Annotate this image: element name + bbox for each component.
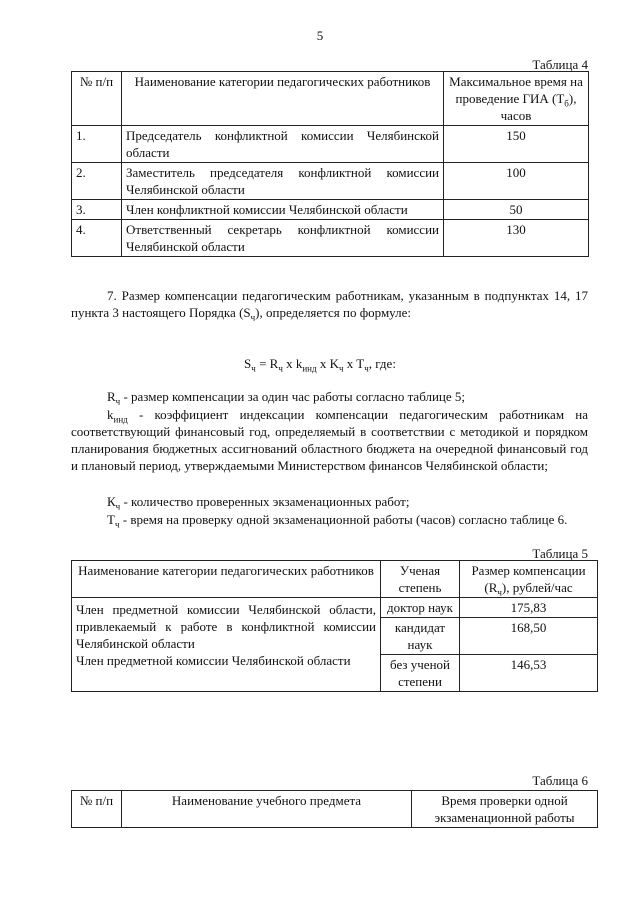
table5-header-degree: Ученая степень <box>381 561 460 598</box>
row-name: Член конфликтной комиссии Челябинской области <box>122 200 444 220</box>
table4-header <box>72 72 589 126</box>
definition-k: $k_{инд}$ - коэффициент индексации компенсации педагогическим работникам на соответствующий финансовый год, определяемый в соответствии с методикой и порядком планирования бюджетных ассигнований областного бюджета на очередной финансовый год и плановый период, утверждаемыми Министерством финансов Челябинской области; <box>71 407 588 473</box>
table6-header-num: № п/п <box>72 791 122 828</box>
row-degree: кандидат наук <box>381 618 460 655</box>
formula: $S_ч = R_ч$ x $k_{инд}$ x $K_ч$ x $T_ч$, где: <box>244 356 396 374</box>
paragraph-7: 7. Размер компенсации педагогическим работникам, указанным в подпунктах 14, 17 пункта 3 настоящего Порядка $(S_ч)$, определяется по формуле: <box>71 288 588 323</box>
table4-header-name: Наименование категории педагогических работников <box>122 72 444 126</box>
row-degree: без ученой степени <box>381 655 460 692</box>
row-num: 4. <box>72 220 122 257</box>
table4-header-num: № п/п <box>72 72 122 126</box>
table5-header <box>72 561 598 598</box>
table6-header-subject: Наименование учебного предмета <box>122 791 412 828</box>
table-row <box>72 126 589 163</box>
definition-r: $R_ч$ - размер компенсации за один час работы согласно таблице 5; <box>107 389 466 407</box>
table6-header-time: Время проверки одной экзаменационной работы <box>412 791 598 828</box>
table5-category: Член предметной комиссии Челябинской области, привлекаемый к работе в конфликтной комиссии Челябинской области Член предметной комиссии Челябинской области <box>72 598 381 692</box>
row-rate: 146,53 <box>460 655 598 692</box>
table-row <box>72 598 598 618</box>
row-hours: 100 <box>444 163 589 200</box>
row-num: 2. <box>72 163 122 200</box>
row-rate: 175,83 <box>460 598 598 618</box>
definition-t: $Т_ч$ - время на проверку одной экзаменационной работы (часов) согласно таблице 6. <box>107 512 568 530</box>
row-rate: 168,50 <box>460 618 598 655</box>
row-name: Ответственный секретарь конфликтной комиссии Челябинской области <box>122 220 444 257</box>
table6-caption: Таблица 6 <box>532 773 588 788</box>
row-name: Председатель конфликтной комиссии Челябинской области <box>122 126 444 163</box>
table-row <box>72 163 589 200</box>
table5 <box>71 560 598 692</box>
row-hours: 130 <box>444 220 589 257</box>
table-row <box>72 220 589 257</box>
row-name: Заместитель председателя конфликтной комиссии Челябинской области <box>122 163 444 200</box>
row-hours: 50 <box>444 200 589 220</box>
table4 <box>71 71 589 257</box>
table5-header-name: Наименование категории педагогических работников <box>72 561 381 598</box>
row-degree: доктор наук <box>381 598 460 618</box>
table6-header <box>72 791 598 828</box>
table4-header-hours: Максимальное время на проведение ГИА $(Т_б)$, часов <box>444 72 589 126</box>
table4-caption: Таблица 4 <box>532 57 588 72</box>
row-hours: 150 <box>444 126 589 163</box>
table5-header-rate: Размер компенсации $(R_ч)$, рублей/час <box>460 561 598 598</box>
table5-caption: Таблица 5 <box>532 546 588 561</box>
table-row <box>72 200 589 220</box>
row-num: 1. <box>72 126 122 163</box>
table6 <box>71 790 598 828</box>
page-number: 5 <box>316 28 324 43</box>
row-num: 3. <box>72 200 122 220</box>
definition-kk: $К_ч$ - количество проверенных экзаменационных работ; <box>107 494 410 512</box>
